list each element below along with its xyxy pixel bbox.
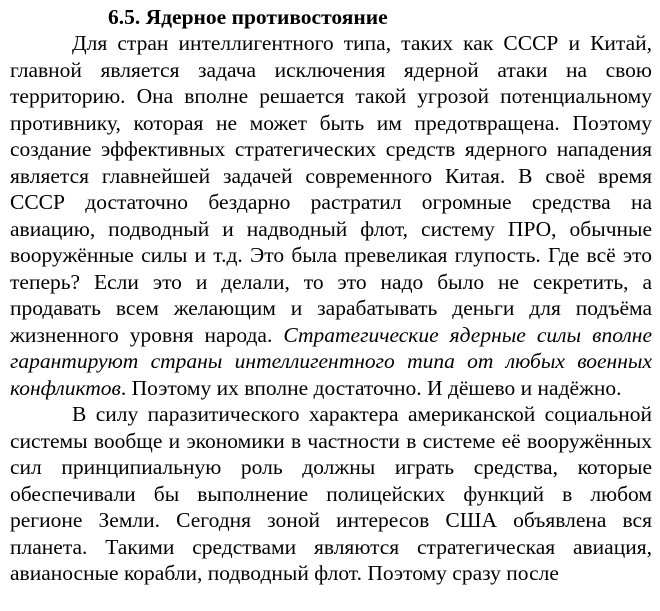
paragraph-nuclear-strategy [10, 30, 652, 401]
section-title: 6.5. Ядерное противостояние [108, 5, 388, 29]
paragraph-1-emphasis: Стратегические ядерные силы вполне гарантируют страны интеллигентного типа от любых военных конфликтов [10, 322, 652, 400]
paragraph-1-text-end: . Поэтому их вполне достаточно. И дёшево и надёжно. [120, 375, 622, 400]
paragraph-us-military: В силу паразитического характера американской социальной системы вообще и экономики в частности в системе её вооружённых сил принципиальную роль должны играть средства, которые обеспечивали бы выполнение полицейских функций в любом регионе Земли. Сегодня зоной интересов США объявлена вся планета. Такими средствами являются стратегическая авиация, авианосные корабли, подводный флот. Поэтому сразу после [10, 402, 652, 585]
paragraph-1-text: Для стран интеллигентного типа, таких как СССР и Китай, главной является задача исключения ядерной атаки на свою территорию. Она вполне решается такой угрозой потенциальному противнику, которая не может быть им предотвращена. Поэтому создание эффективных стратегических средств ядерного нападения является главнейшей задачей современного Китая. В своё время СССР достаточно бездарно растратил огромные средства на авиацию, подводный и надводный флот, систему ПРО, обычные вооружённые силы и т.д. Это была превеликая глупость. Где всё это теперь? Если это и делали, то это надо было не секретить, а продавать всем желающим и зарабатывать деньги для подъёма жизненного уровня народа. [10, 31, 652, 347]
